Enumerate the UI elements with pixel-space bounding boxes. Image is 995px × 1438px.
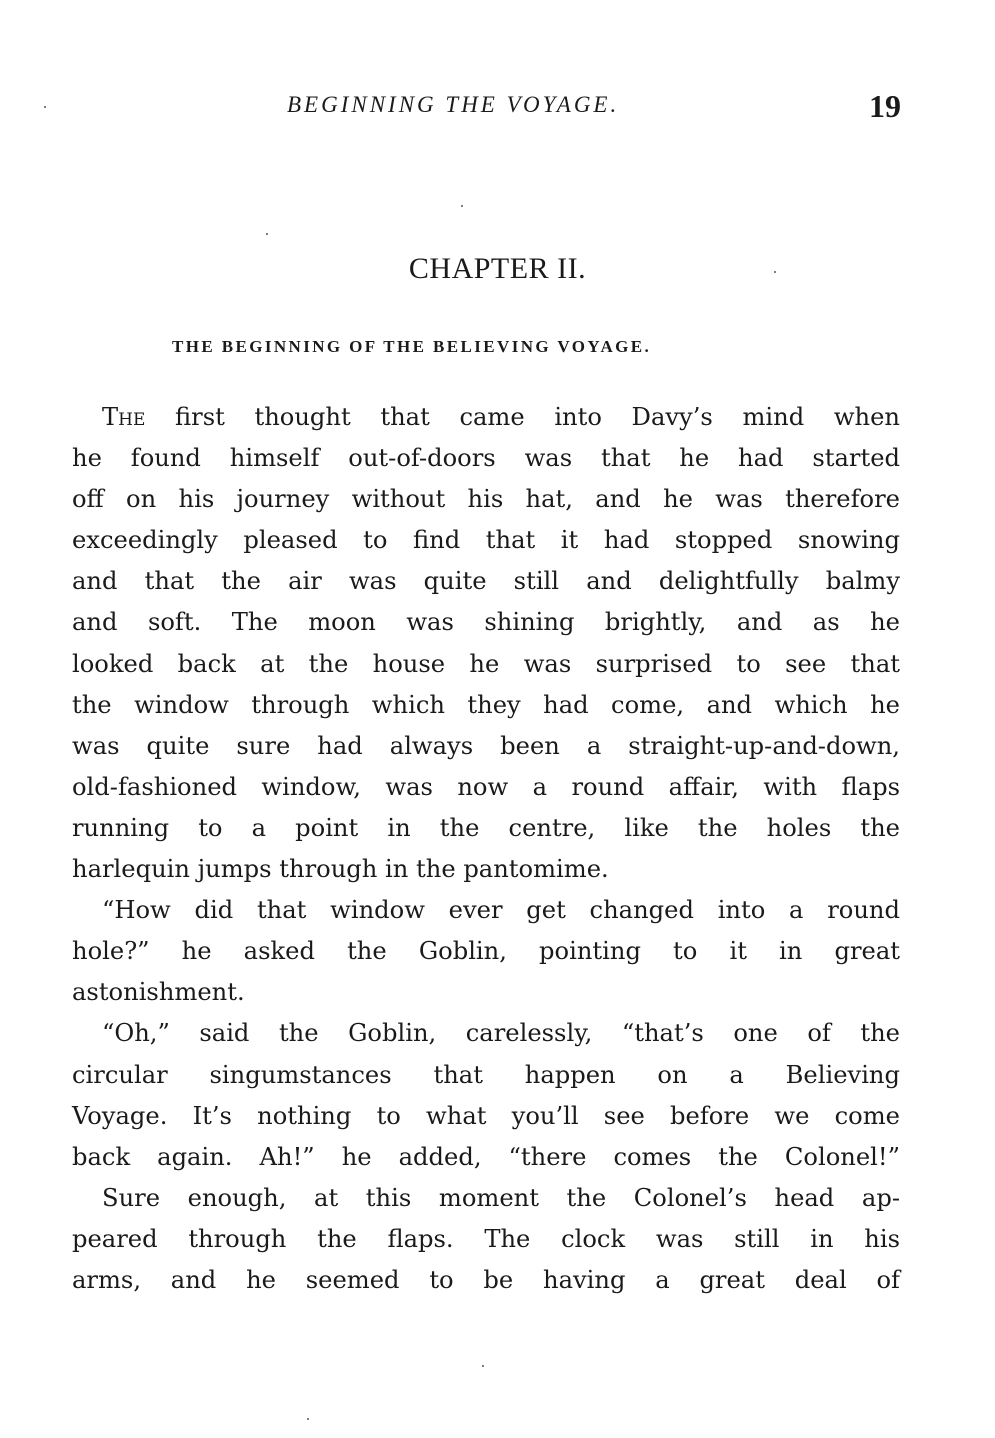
text-line: old-fashioned window, was now a round affair, with flaps: [72, 772, 900, 801]
scan-speck: [266, 233, 268, 235]
text-line: off on his journey without his hat, and he was therefore: [72, 485, 900, 514]
text-line: The first thought that came into Davy’s mind when: [102, 403, 900, 431]
chapter-heading: CHAPTER II.: [408, 252, 587, 285]
text-line: running to a point in the centre, like the holes the: [72, 813, 900, 842]
text-line: looked back at the house he was surprised to see that: [72, 649, 900, 678]
chapter-subtitle: THE BEGINNING OF THE BELIEVING VOYAGE.: [172, 337, 652, 356]
text-line: the window through which they had come, and which he: [72, 690, 900, 719]
running-title: BEGINNING THE VOYAGE.: [287, 92, 620, 117]
paragraph: [72, 1013, 900, 1177]
running-header: [0, 88, 995, 128]
text-line: arms, and he seemed to be having a great deal of: [72, 1265, 900, 1294]
paragraph: [72, 397, 900, 890]
text-line: astonishment.: [72, 978, 245, 1007]
paragraph: [72, 890, 900, 1013]
text-line: Sure enough, at this moment the Colonel’s head ap-: [102, 1183, 900, 1212]
text-line: peared through the flaps. The clock was still in his: [72, 1224, 900, 1253]
page-number: 19: [869, 88, 901, 124]
body-text: [72, 397, 900, 1301]
scan-speck: [44, 106, 46, 108]
scan-speck: [461, 205, 463, 207]
scan-speck: [482, 1365, 484, 1367]
text-line: and soft. The moon was shining brightly, and as he: [72, 608, 900, 637]
text-line: back again. Ah!” he added, “there comes the Colonel!”: [72, 1142, 900, 1171]
text-line: Voyage. It’s nothing to what you’ll see before we come: [72, 1101, 900, 1130]
text-line: exceedingly pleased to find that it had stopped snowing: [72, 526, 900, 555]
text-line: “How did that window ever get changed into a round: [102, 896, 900, 925]
scan-speck: [307, 1418, 309, 1420]
text-line: and that the air was quite still and delightfully balmy: [72, 567, 900, 596]
paragraph: [72, 1178, 900, 1301]
drop-word: The: [102, 403, 146, 431]
scan-speck: [774, 271, 776, 273]
text-line: was quite sure had always been a straight-up-and-down,: [72, 731, 900, 760]
text-line: circular singumstances that happen on a Believing: [72, 1060, 900, 1089]
text-line: “Oh,” said the Goblin, carelessly, “that’s one of the: [102, 1019, 900, 1048]
text-line: harlequin jumps through in the pantomime.: [72, 855, 609, 884]
text-line: hole?” he asked the Goblin, pointing to it in great: [72, 937, 900, 966]
text-line: he found himself out-of-doors was that he had started: [72, 444, 900, 473]
